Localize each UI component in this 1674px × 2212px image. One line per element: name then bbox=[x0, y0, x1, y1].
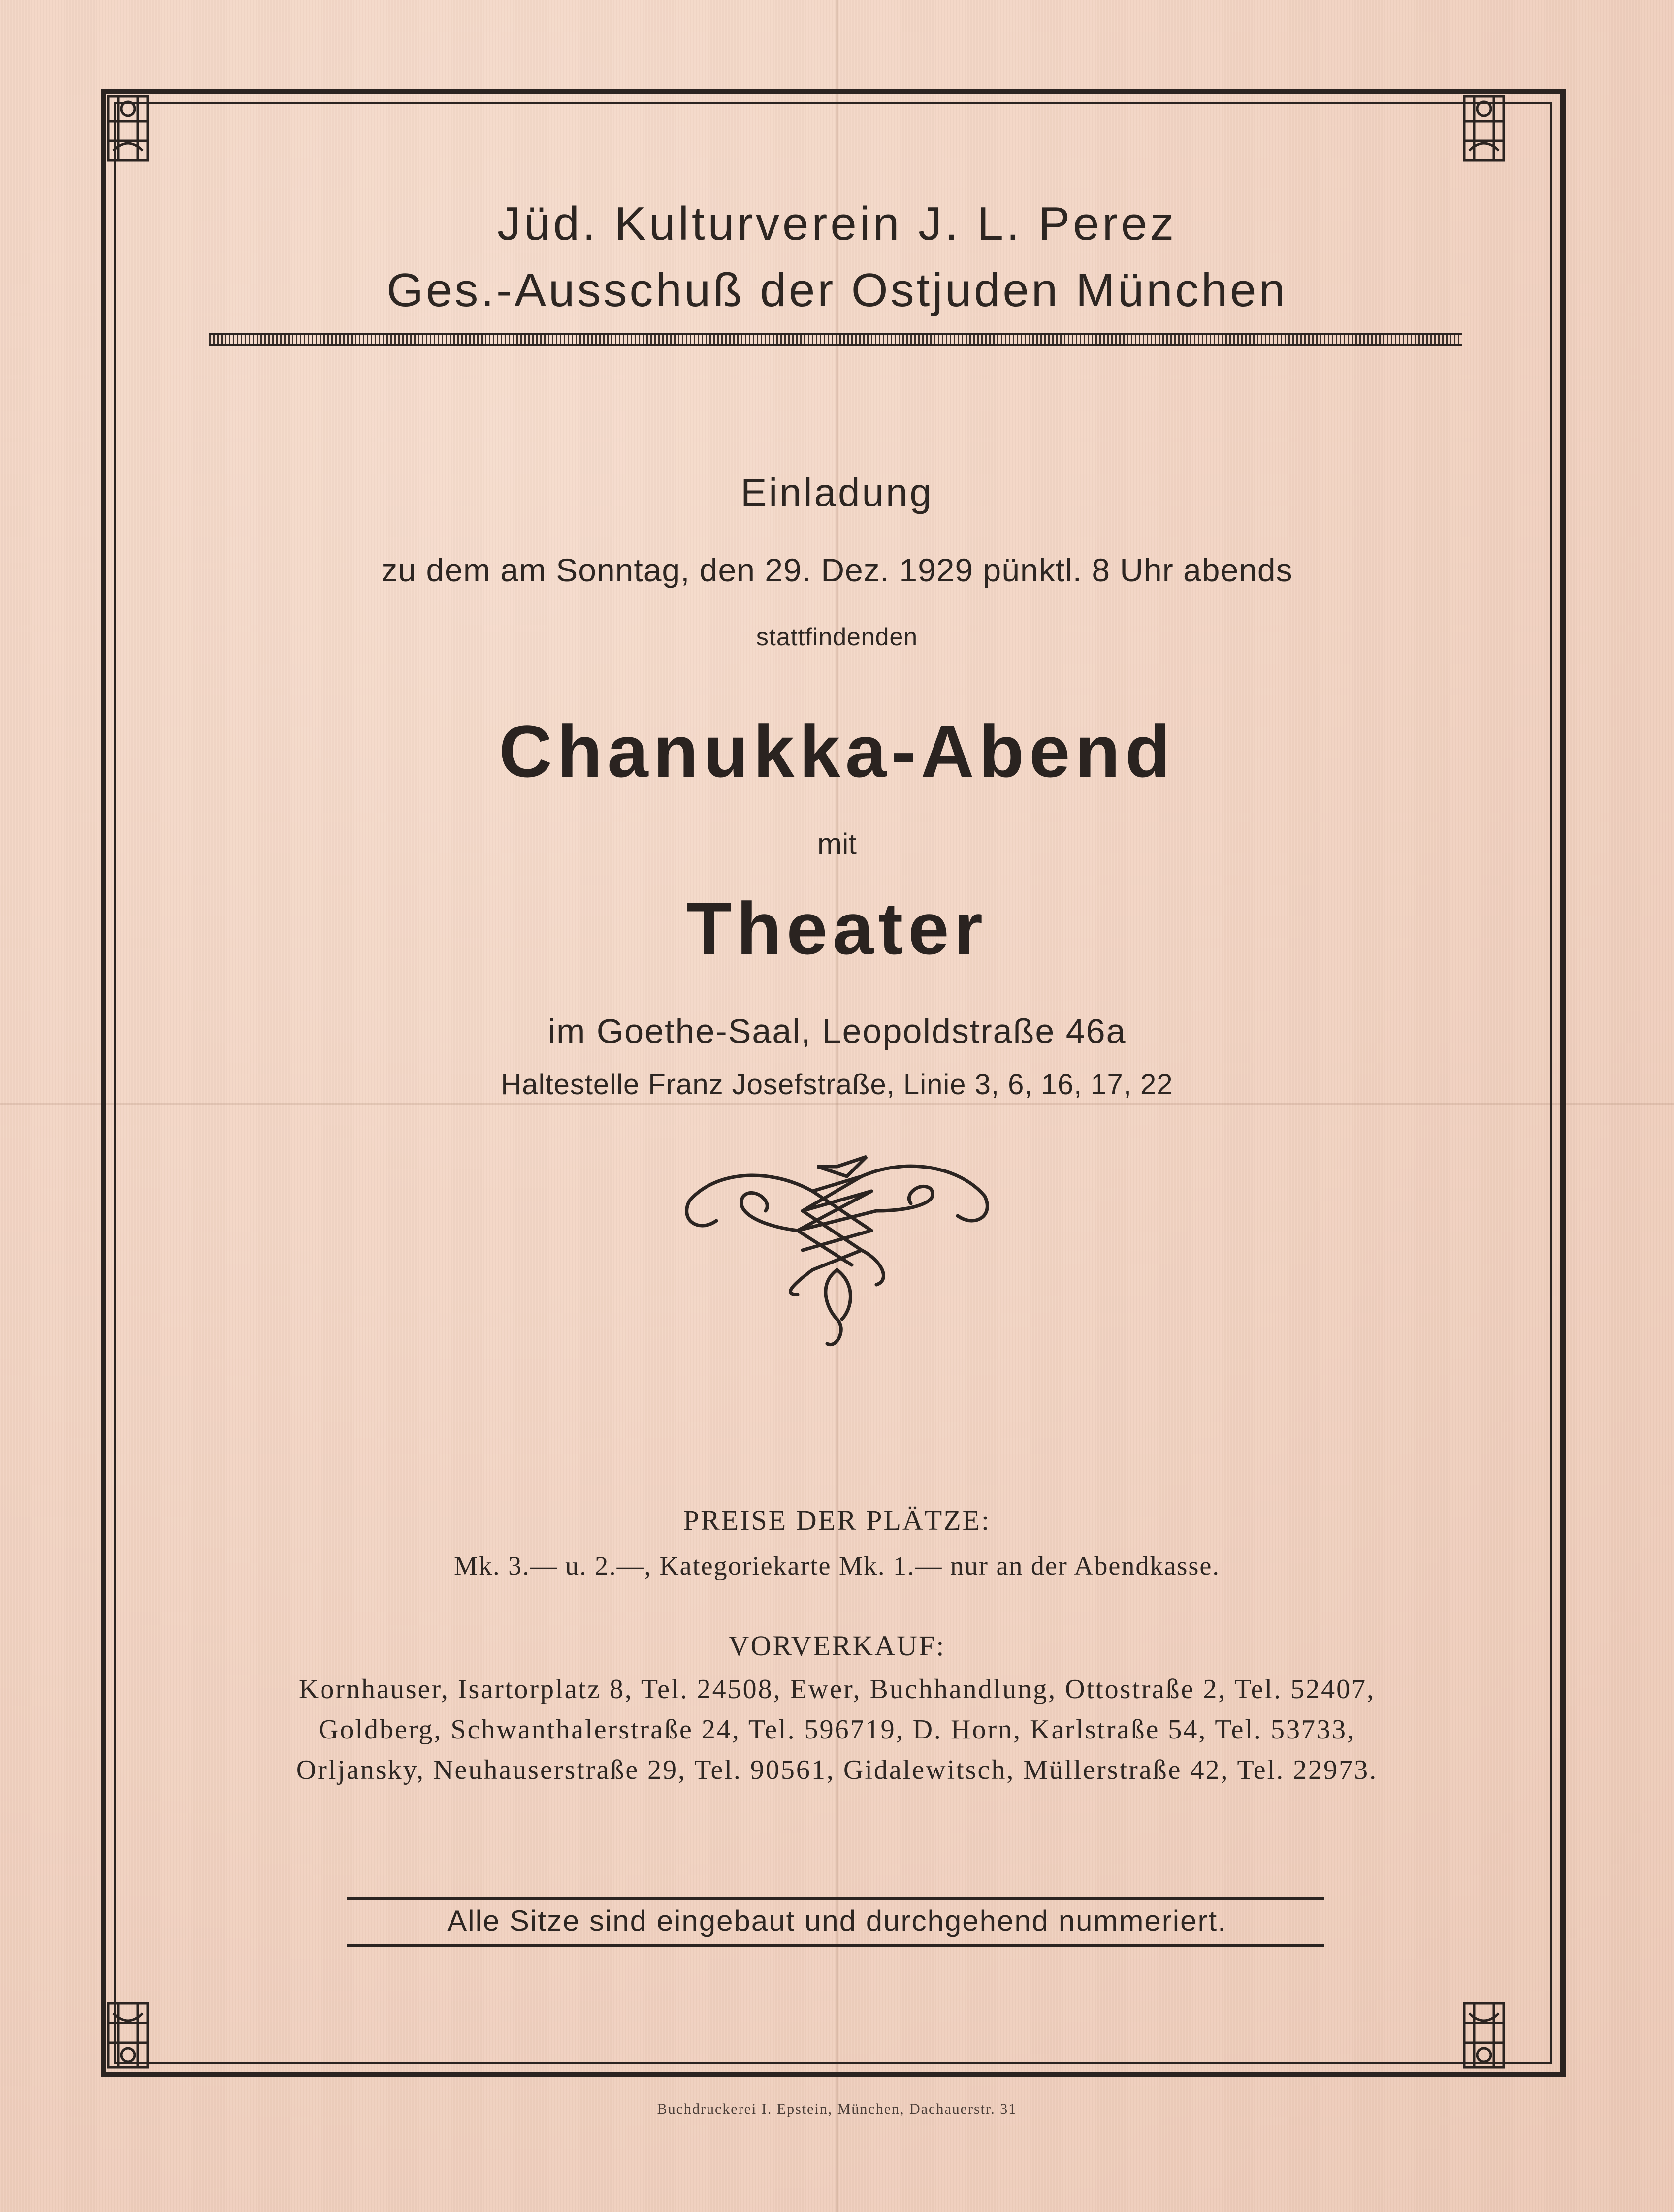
presale-heading: VORVERKAUF: bbox=[728, 1630, 946, 1662]
seating-notice: Alle Sitze sind eingebaut und durchgehend nummeriert. bbox=[447, 1904, 1227, 1937]
date-line: zu dem am Sonntag, den 29. Dez. 1929 pünktl. 8 Uhr abends bbox=[381, 552, 1293, 588]
corner-ornament-bottom-left-icon bbox=[103, 1998, 153, 2072]
notice-rule-top bbox=[347, 1897, 1324, 1900]
presale-line: Orljansky, Neuhauserstraße 29, Tel. 90561, Gidalewitsch, Müllerstraße 42, Tel. 22973. bbox=[296, 1755, 1378, 1785]
stattfindenden-text: stattfindenden bbox=[756, 623, 918, 651]
venue-transit: Haltestelle Franz Josefstraße, Linie 3, 6, 16, 17, 22 bbox=[501, 1069, 1173, 1101]
prices-heading: PREISE DER PLÄTZE: bbox=[683, 1504, 991, 1536]
prices-line: Mk. 3.— u. 2.—, Kategoriekarte Mk. 1.— nur an der Abendkasse. bbox=[454, 1551, 1220, 1580]
presale-line: Kornhauser, Isartorplatz 8, Tel. 24508, Ewer, Buchhandlung, Ottostraße 2, Tel. 52407, bbox=[298, 1674, 1376, 1705]
org-name-line-1: Jüd. Kulturverein J. L. Perez bbox=[497, 197, 1177, 250]
corner-ornament-top-right-icon bbox=[1459, 92, 1509, 165]
printer-imprint: Buchdruckerei I. Epstein, München, Dachauerstr. 31 bbox=[657, 2101, 1017, 2117]
event-subtitle: Theater bbox=[686, 887, 988, 970]
event-title: Chanukka-Abend bbox=[499, 710, 1175, 792]
venue-location: im Goethe-Saal, Leopoldstraße 46a bbox=[547, 1012, 1127, 1050]
header-rule bbox=[209, 333, 1462, 346]
corner-ornament-top-left-icon bbox=[103, 92, 153, 165]
invitation-heading: Einladung bbox=[740, 471, 934, 514]
presale-line: Goldberg, Schwanthalerstraße 24, Tel. 596719, D. Horn, Karlstraße 54, Tel. 53733, bbox=[318, 1714, 1356, 1745]
corner-ornament-bottom-right-icon bbox=[1459, 1998, 1509, 2072]
with-text: mit bbox=[817, 827, 857, 860]
org-name-line-2: Ges.-Ausschuß der Ostjuden München bbox=[386, 264, 1288, 316]
knot-flourish-icon bbox=[670, 1147, 1004, 1354]
notice-rule-bottom bbox=[347, 1944, 1324, 1947]
